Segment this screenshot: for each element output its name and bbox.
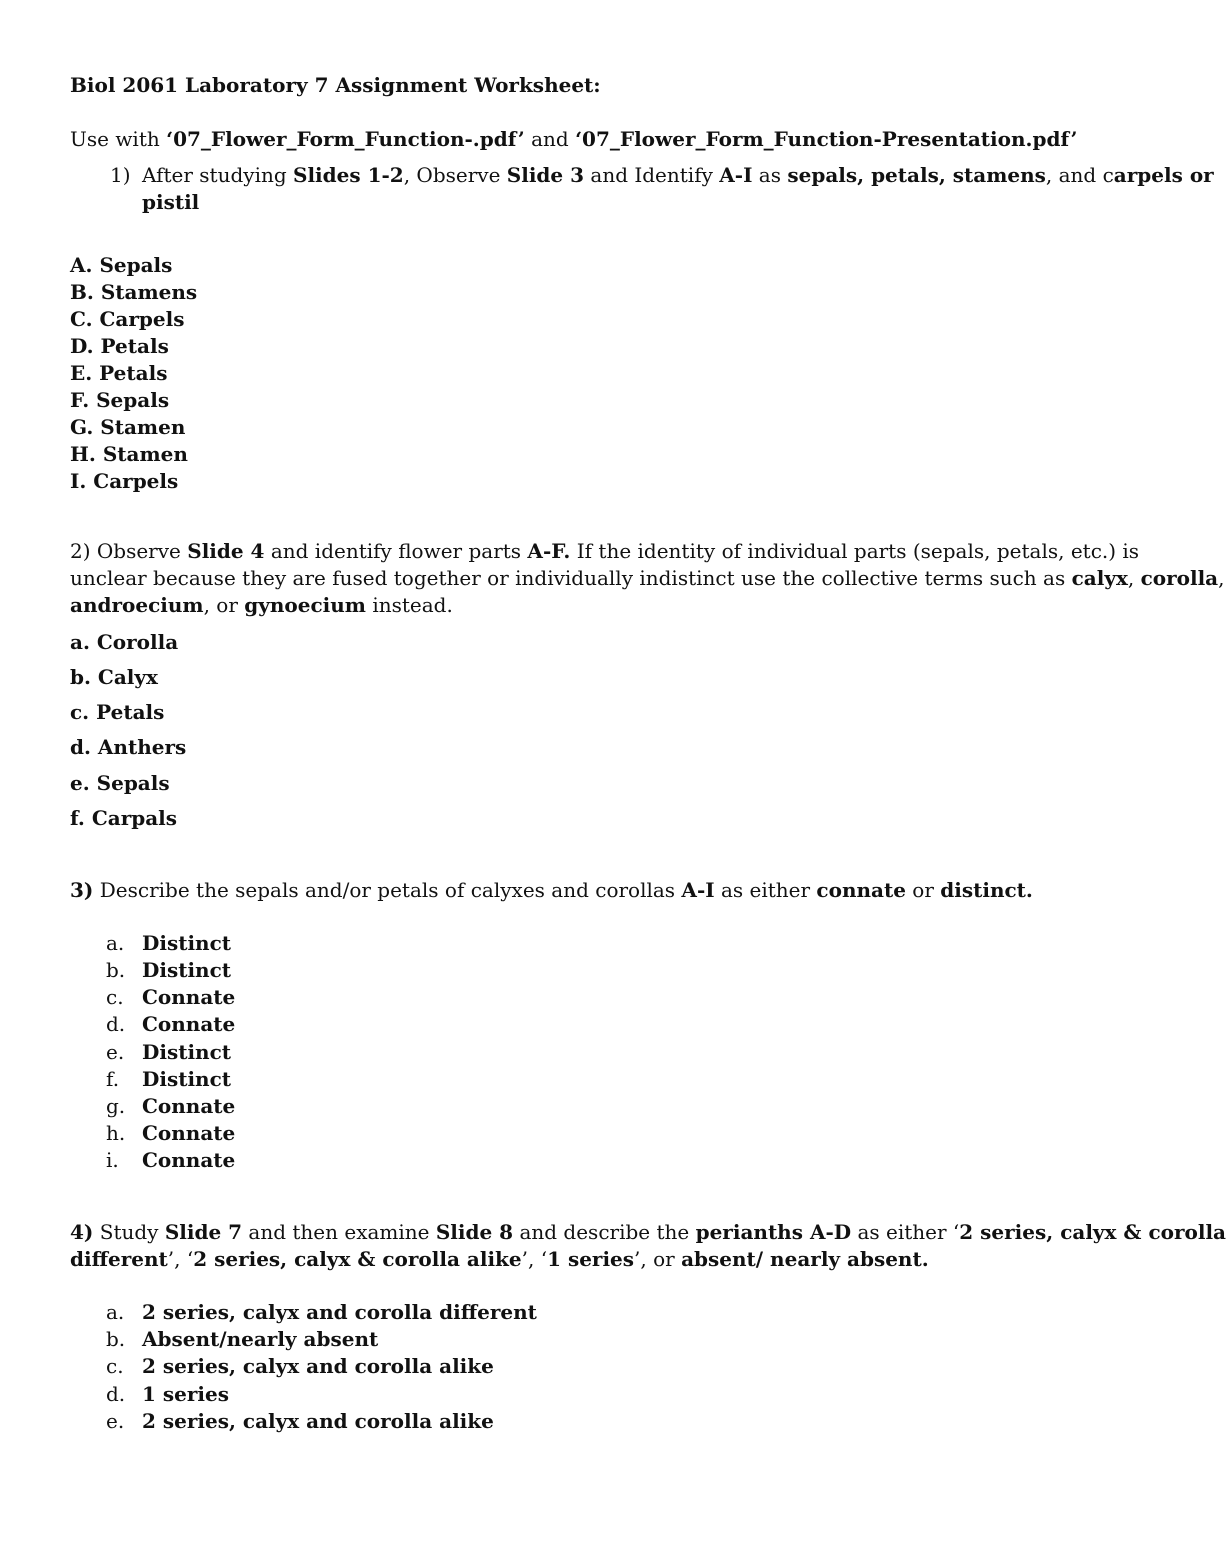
use-with-line: Use with ‘07_Flower_Form_Function-.pdf’ and ‘07_Flower_Form_Function-Presentation.pdf’ bbox=[70, 127, 1078, 151]
answer-item: d. Anthers bbox=[70, 735, 187, 759]
question-2-text-cont: androecium, or gynoecium instead. bbox=[70, 593, 453, 617]
answer-item: e. Distinct bbox=[106, 1040, 231, 1064]
answer-item: f. Distinct bbox=[106, 1067, 231, 1091]
answer-item: c. 2 series, calyx and corolla alike bbox=[106, 1354, 494, 1378]
question-4-text-cont: different’, ‘2 series, calyx & corolla alike’, ‘1 series’, or absent/ nearly absent. bbox=[70, 1247, 929, 1271]
question-1-text-cont: pistil bbox=[142, 190, 200, 214]
answer-item: A. Sepals bbox=[70, 253, 173, 277]
answer-item: F. Sepals bbox=[70, 388, 170, 412]
answer-item: E. Petals bbox=[70, 361, 168, 385]
question-4-text: 4) Study Slide 7 and then examine Slide 8 and describe the perianths A-D as either ‘2 series, calyx & corolla bbox=[70, 1220, 1226, 1244]
answer-item: i. Connate bbox=[106, 1148, 236, 1172]
file-name-2: ‘07_Flower_Form_Function-Presentation.pdf’ bbox=[575, 127, 1078, 151]
answer-item: b. Calyx bbox=[70, 665, 158, 689]
answer-item: h. Connate bbox=[106, 1121, 236, 1145]
answer-item: e. 2 series, calyx and corolla alike bbox=[106, 1409, 494, 1433]
answer-item: c. Connate bbox=[106, 985, 236, 1009]
question-3-text: 3) Describe the sepals and/or petals of calyxes and corollas A-I as either connate or distinct. bbox=[70, 878, 1033, 902]
answer-item: a. Distinct bbox=[106, 931, 231, 955]
question-1-text: 1) After studying Slides 1-2, Observe Slide 3 and Identify A-I as sepals, petals, stamens, and carpels or bbox=[110, 163, 1214, 187]
answer-item: B. Stamens bbox=[70, 280, 198, 304]
question-2-text: 2) Observe Slide 4 and identify flower parts A-F. If the identity of individual parts (sepals, petals, etc.) is bbox=[70, 539, 1140, 563]
answer-item: g. Connate bbox=[106, 1094, 236, 1118]
answer-item: C. Carpels bbox=[70, 307, 185, 331]
file-name-1: ‘07_Flower_Form_Function-.pdf’ bbox=[166, 127, 525, 151]
answer-item: a. Corolla bbox=[70, 630, 179, 654]
answer-item: d. Connate bbox=[106, 1012, 236, 1036]
answer-item: d. 1 series bbox=[106, 1382, 229, 1406]
answer-item: G. Stamen bbox=[70, 415, 186, 439]
answer-item: e. Sepals bbox=[70, 771, 170, 795]
answer-item: f. Carpals bbox=[70, 806, 178, 830]
answer-item: a. 2 series, calyx and corolla different bbox=[106, 1300, 537, 1324]
answer-item: b. Absent/nearly absent bbox=[106, 1327, 379, 1351]
question-2-text-cont: unclear because they are fused together or individually indistinct use the collective terms such as calyx, corolla, bbox=[70, 566, 1225, 590]
answer-item: D. Petals bbox=[70, 334, 169, 358]
answer-item: b. Distinct bbox=[106, 958, 231, 982]
answer-item: c. Petals bbox=[70, 700, 165, 724]
worksheet-title: Biol 2061 Laboratory 7 Assignment Worksheet: bbox=[70, 73, 601, 97]
answer-item: I. Carpels bbox=[70, 469, 179, 493]
answer-item: H. Stamen bbox=[70, 442, 188, 466]
